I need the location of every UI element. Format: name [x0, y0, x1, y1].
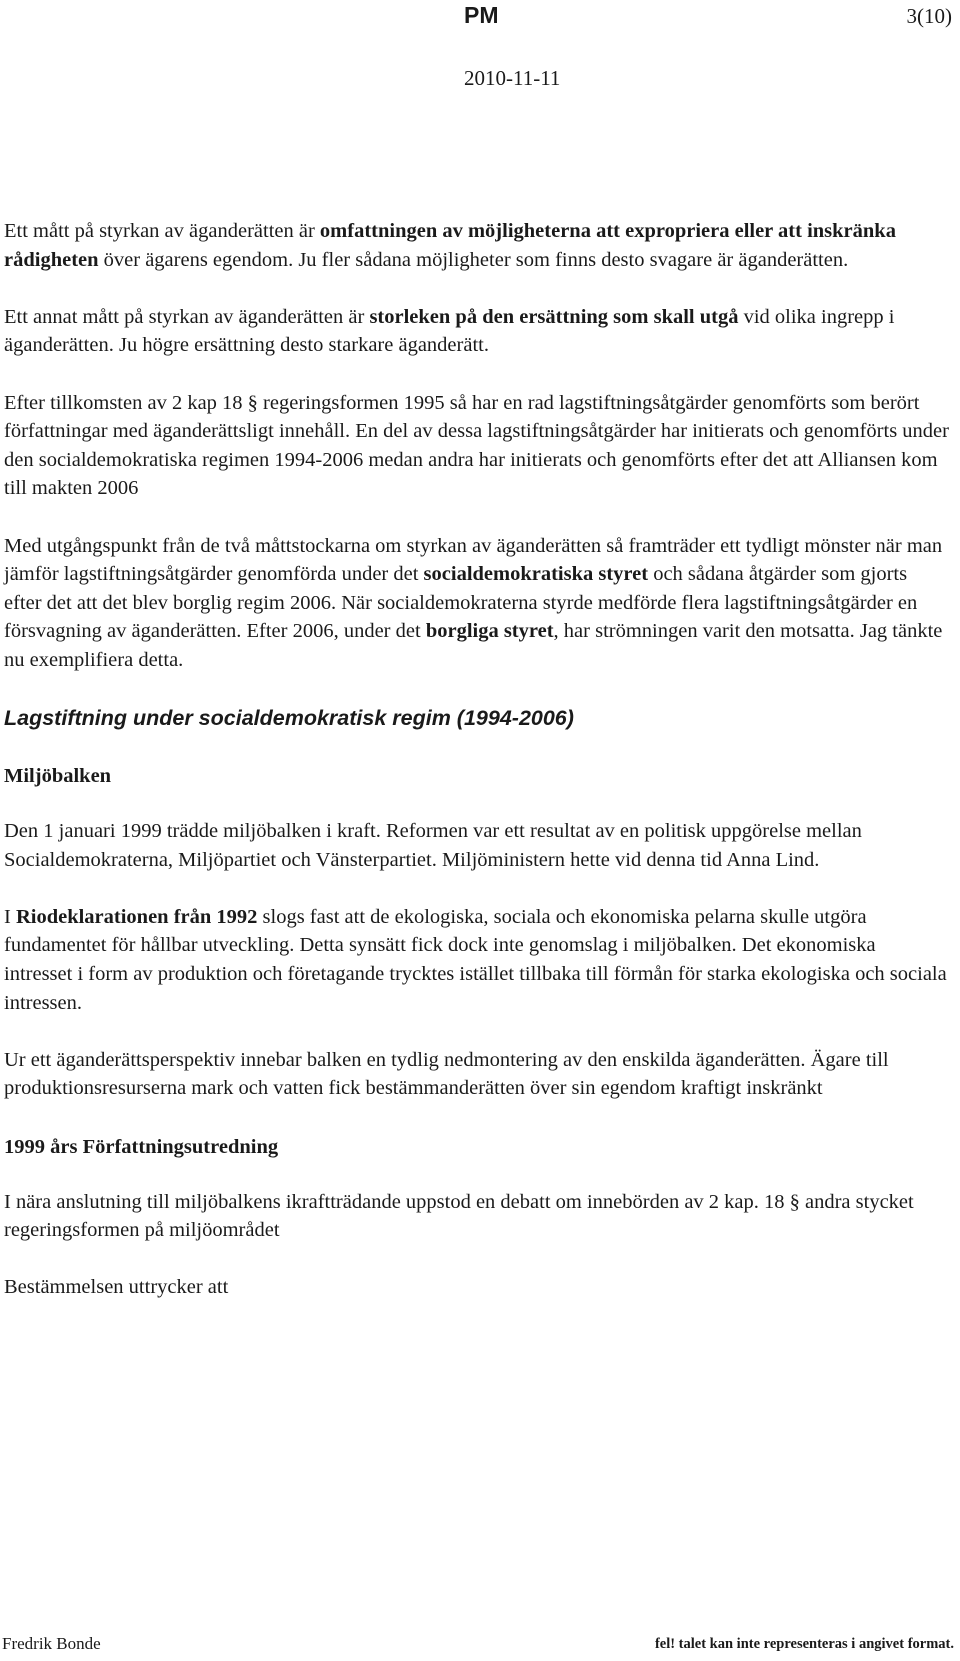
- emphasis-text: storleken på den ersättning som skall utgå: [369, 305, 739, 328]
- subheading-forfattningsutredning: 1999 års Författningsutredning: [4, 1135, 279, 1158]
- emphasis-text: borgliga styret: [425, 620, 554, 643]
- paragraph-ownership: Ur ett äganderättsperspektiv innebar balken en tydlig nedmontering av den enskilda äganderätten. Ägare till produktionsresurserna mark och vatten fick bestämmanderätten över sin egendom kraftigt inskränkt: [4, 1048, 889, 1100]
- emphasis-text: socialdemokratiska styret: [423, 563, 649, 586]
- paragraph-compensation: Ett annat mått på styrkan av äganderätten är storleken på den ersättning som skall utgå vid olika ingrepp i äganderätten. Ju högre ersättning desto starkare äganderätt.: [4, 305, 895, 357]
- document-body: [4, 217, 949, 1331]
- paragraph-provision: Bestämmelsen uttrycker att: [4, 1276, 229, 1299]
- paragraph-miljobalken-intro: Den 1 januari 1999 trädde miljöbalken i kraft. Reformen var ett resultat av en politisk uppgörelse mellan Socialdemokraterna, Miljöpartiet och Vänsterpartiet. Miljöministern hette vid denna tid Anna Lind.: [4, 820, 862, 871]
- paragraph-rio: I Riodeklarationen från 1992 slogs fast att de ekologiska, sociala och ekonomiska pelarna skulle utgöra fundamentet för hållbar utveckling. Detta synsätt fick dock inte genomslag i miljöbalken. Det ekonomiska intresset i form av produktion och företagande trycktes istället tillbaka till förmån för starka ekologiska och sociala intressen.: [4, 905, 947, 1014]
- section-heading: Lagstiftning under socialdemokratisk regim (1994-2006): [4, 706, 574, 731]
- emphasis-text: omfattningen av möjligheterna att expropriera eller att inskränka rådigheten: [4, 220, 896, 271]
- paragraph-pattern: Med utgångspunkt från de två måttstockarna om styrkan av äganderätten så framträder ett tydligt mönster när man jämför lagstiftningsåtgärder genomförda under det socialdemokratiska styret och sådana åtgärder som gjorts efter det att det blev borglig regim 2006. När socialdemokraterna styrde medförde flera lagstiftningsåtgärder en försvagning av äganderätten. Efter 2006, under det borgliga styret, har strömningen varit den motsatta. Jag tänkte nu exemplifiera detta.: [4, 534, 943, 671]
- document-title: PM: [464, 2, 499, 28]
- footer-author: Fredrik Bonde: [2, 1634, 101, 1653]
- subheading-miljobalken: Miljöbalken: [4, 765, 112, 788]
- document-date: 2010-11-11: [464, 66, 561, 90]
- page-number: 3(10): [906, 4, 952, 28]
- paragraph-legislation: Efter tillkomsten av 2 kap 18 § regeringsformen 1995 så har en rad lagstiftningsåtgärder genomförts som berört författningar med äganderättsligt innehåll. En del av dessa lagstiftningsåtgärder har initierats och genomförts under den socialdemokratiska regimen 1994-2006 medan andra har initierats och genomförts efter det att Alliansen kom till makten 2006: [4, 391, 949, 500]
- footer-field-error: fel! talet kan inte representeras i angivet format.: [654, 1636, 954, 1652]
- emphasis-text: Riodeklarationen från 1992: [15, 905, 258, 928]
- paragraph-debate: I nära anslutning till miljöbalkens ikraftträdande uppstod en debatt om innebörden av 2 kap. 18 § andra stycket regeringsformen på miljöområdet: [4, 1190, 914, 1242]
- paragraph-expropriation: Ett mått på styrkan av äganderätten är omfattningen av möjligheterna att expropriera eller att inskränka rådigheten över ägarens egendom. Ju fler sådana möjligheter som finns desto svagare är äganderätten.: [4, 220, 896, 271]
